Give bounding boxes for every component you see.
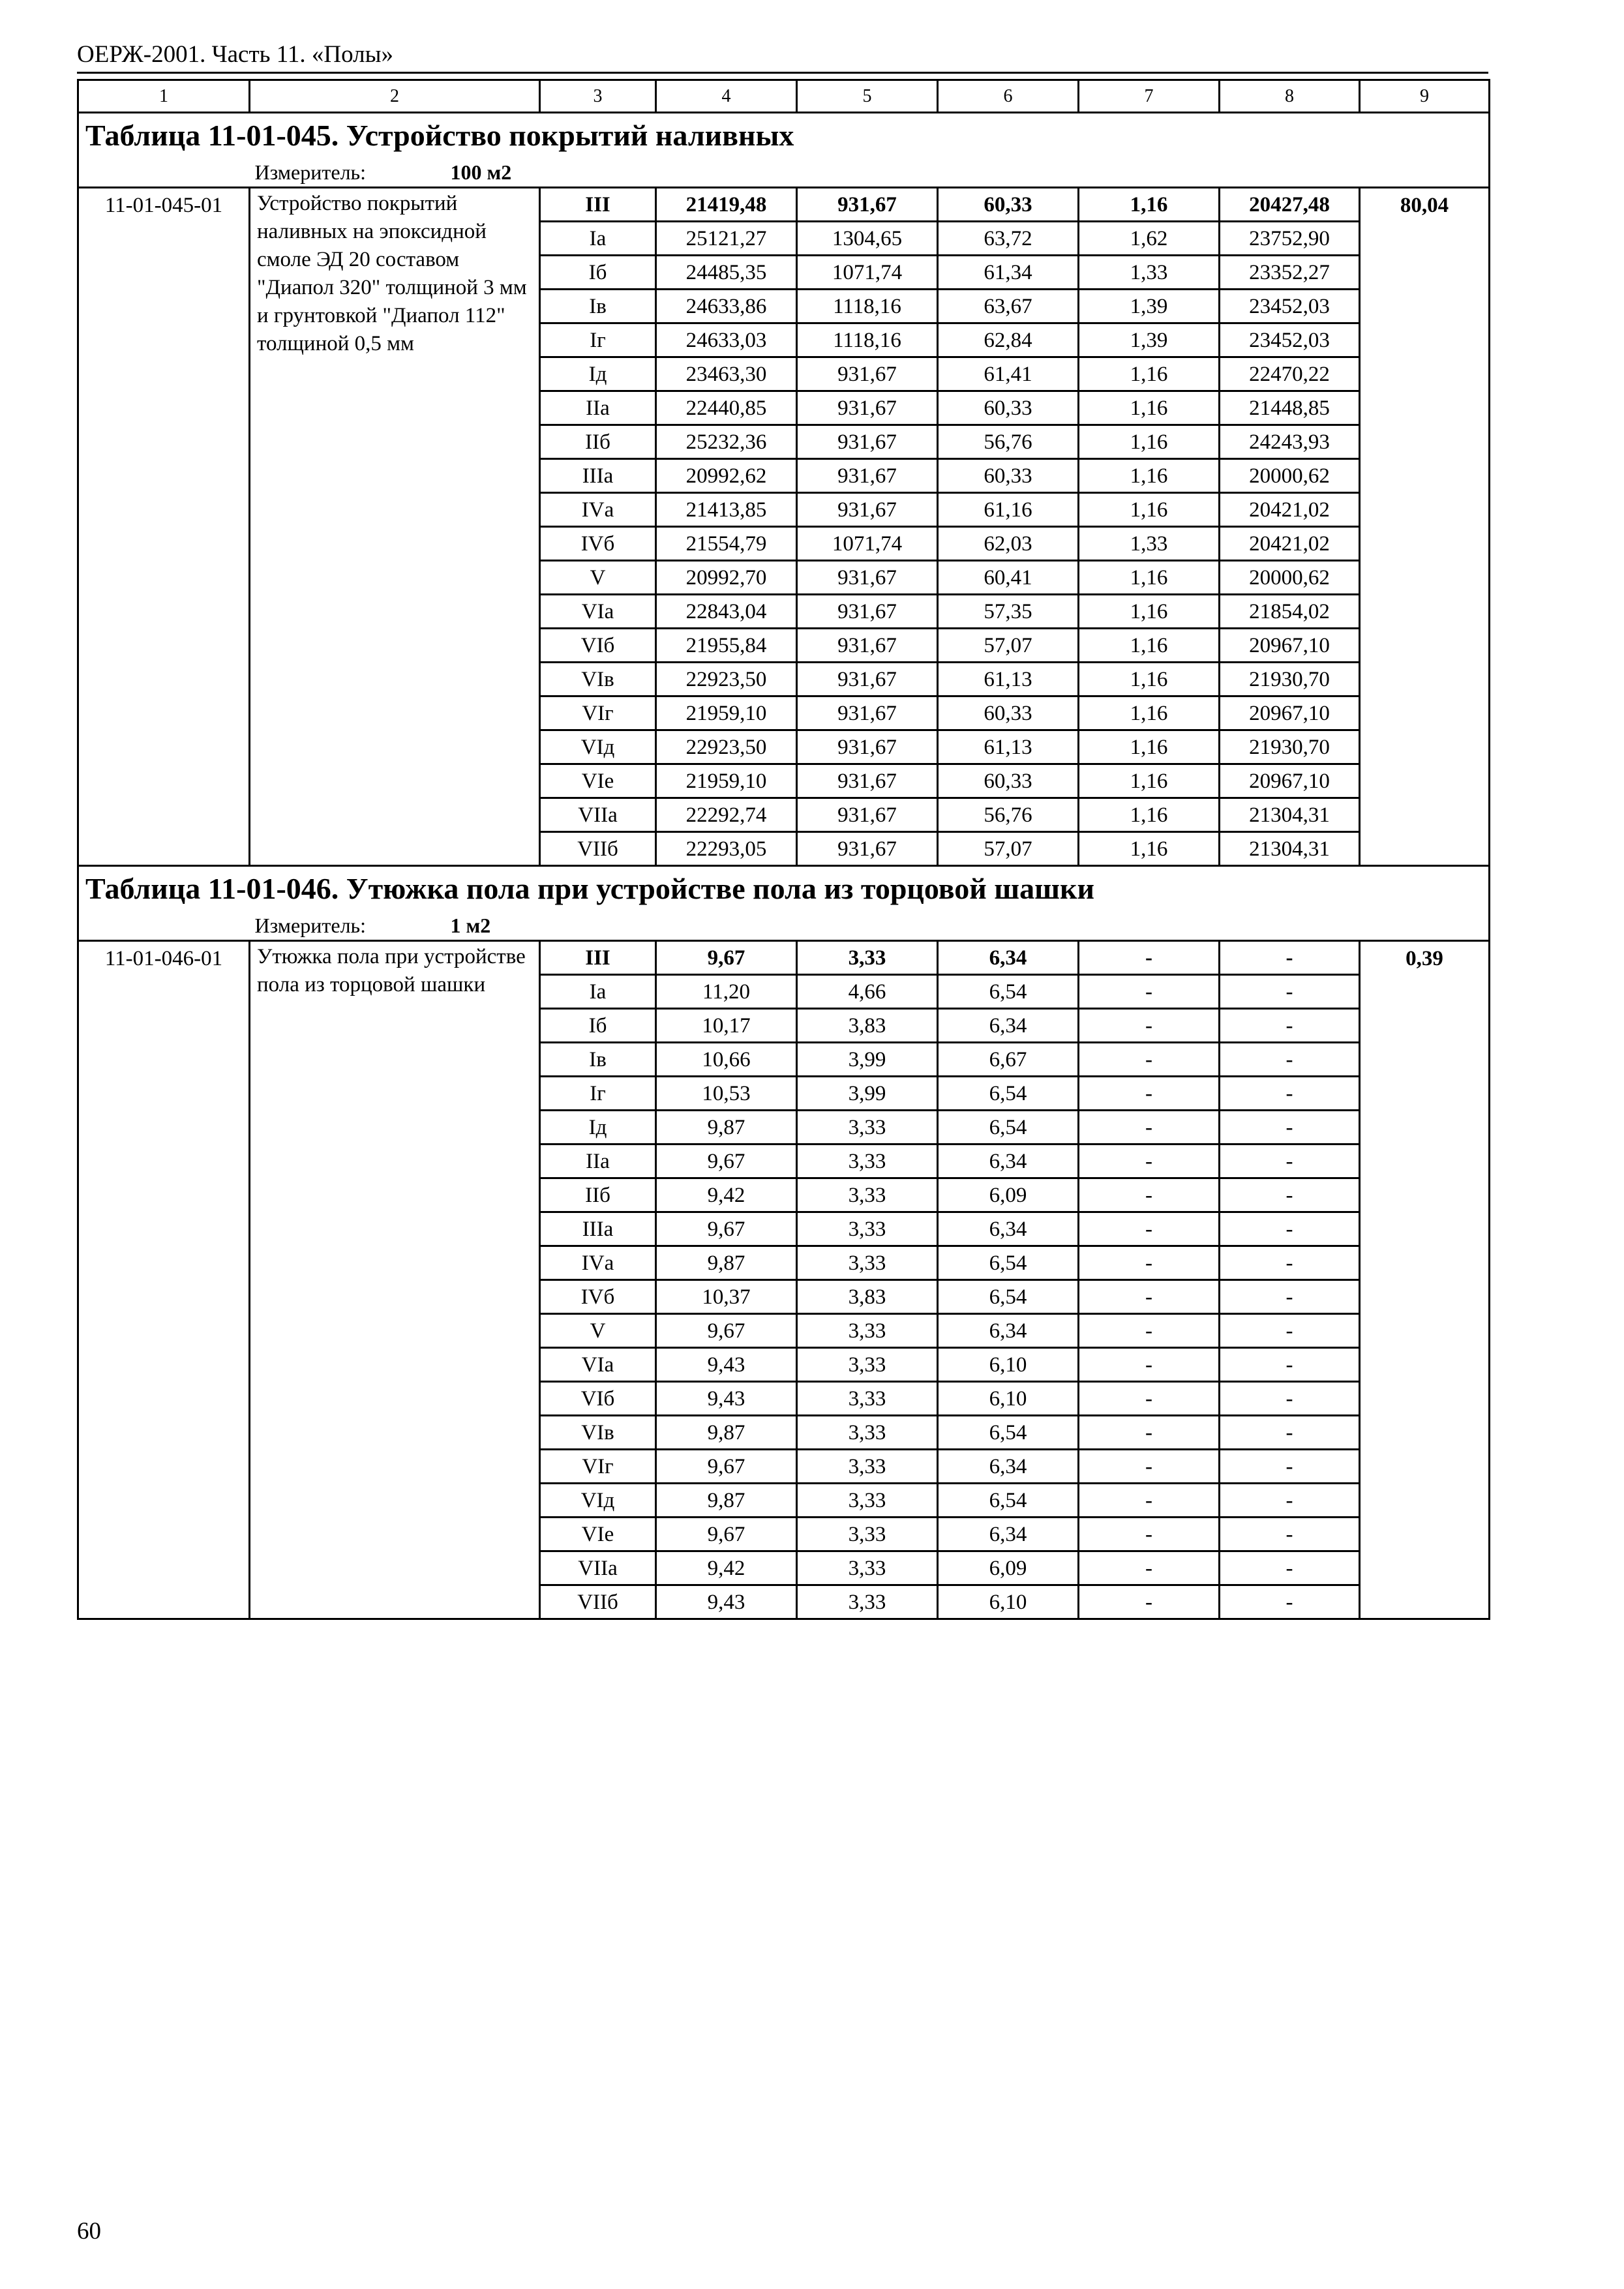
table-cell: 1,16 bbox=[1079, 798, 1220, 832]
table-cell: VIд bbox=[540, 730, 656, 764]
table-cell: IIб bbox=[540, 1178, 656, 1212]
table-cell: 3,33 bbox=[797, 1212, 938, 1246]
table-cell: IIIа bbox=[540, 459, 656, 493]
labor-cost: 80,04 bbox=[1360, 188, 1490, 866]
table-cell: 56,76 bbox=[938, 798, 1079, 832]
table-cell: 9,67 bbox=[656, 941, 797, 975]
table-cell: 60,33 bbox=[938, 188, 1079, 222]
table-cell: Iв bbox=[540, 1043, 656, 1077]
unit-spacer bbox=[78, 158, 250, 188]
rate-description: Утюжка пола при устройстве пола из торцовой шашки bbox=[250, 941, 540, 1619]
table-cell: VIIб bbox=[540, 1585, 656, 1619]
table-cell: 931,67 bbox=[797, 357, 938, 391]
table-cell: 61,13 bbox=[938, 730, 1079, 764]
table-cell: VIв bbox=[540, 663, 656, 696]
table-cell: 20967,10 bbox=[1220, 764, 1360, 798]
table-cell: 10,37 bbox=[656, 1280, 797, 1314]
table-cell: 3,33 bbox=[797, 1382, 938, 1416]
table-cell: 6,34 bbox=[938, 1450, 1079, 1484]
table-cell: 21304,31 bbox=[1220, 798, 1360, 832]
unit-cell bbox=[250, 158, 1490, 188]
table-cell: 931,67 bbox=[797, 561, 938, 595]
rate-description: Устройство покрытий наливных на эпоксидной смоле ЭД 20 составом "Диапол 320" толщиной 3 мм и грунтовкой "Диапол 112" толщиной 0,5 мм bbox=[250, 188, 540, 866]
table-cell: IVа bbox=[540, 1246, 656, 1280]
unit-label: Измеритель: bbox=[254, 160, 367, 184]
table-cell: - bbox=[1220, 1280, 1360, 1314]
table-cell: VIг bbox=[540, 696, 656, 730]
table-cell: 21930,70 bbox=[1220, 730, 1360, 764]
table-cell: 21304,31 bbox=[1220, 832, 1360, 866]
table-cell: IVа bbox=[540, 493, 656, 527]
table-cell: 931,67 bbox=[797, 663, 938, 696]
table-cell: 1118,16 bbox=[797, 323, 938, 357]
table-cell: - bbox=[1220, 1178, 1360, 1212]
table-cell: 9,87 bbox=[656, 1246, 797, 1280]
table-cell: 1,16 bbox=[1079, 629, 1220, 663]
table-cell: - bbox=[1079, 1178, 1220, 1212]
rate-code: 11-01-045-01 bbox=[78, 188, 250, 866]
table-cell: Iа bbox=[540, 222, 656, 256]
table-cell: 6,54 bbox=[938, 975, 1079, 1009]
unit-value: 100 м2 bbox=[450, 160, 512, 184]
table-cell: 61,41 bbox=[938, 357, 1079, 391]
table-cell: VIа bbox=[540, 595, 656, 629]
table-cell: VIа bbox=[540, 1348, 656, 1382]
table-cell: Iб bbox=[540, 256, 656, 290]
table-cell: 21955,84 bbox=[656, 629, 797, 663]
table-cell: 21448,85 bbox=[1220, 391, 1360, 425]
table-cell: 4,66 bbox=[797, 975, 938, 1009]
rate-code: 11-01-046-01 bbox=[78, 941, 250, 1619]
table-row bbox=[78, 941, 1490, 975]
table-cell: 1,16 bbox=[1079, 696, 1220, 730]
table-cell: 62,03 bbox=[938, 527, 1079, 561]
table-cell: 3,33 bbox=[797, 1416, 938, 1450]
column-number: 5 bbox=[797, 80, 938, 113]
table-cell: 63,67 bbox=[938, 290, 1079, 323]
table-cell: 23752,90 bbox=[1220, 222, 1360, 256]
table-cell: 9,43 bbox=[656, 1585, 797, 1619]
table-cell: 931,67 bbox=[797, 425, 938, 459]
table-cell: 3,99 bbox=[797, 1043, 938, 1077]
table-cell: 3,33 bbox=[797, 1314, 938, 1348]
table-cell: VIв bbox=[540, 1416, 656, 1450]
table-cell: IIб bbox=[540, 425, 656, 459]
table-cell: 1,16 bbox=[1079, 832, 1220, 866]
table-cell: 3,33 bbox=[797, 1551, 938, 1585]
column-number: 1 bbox=[78, 80, 250, 113]
table-cell: 3,33 bbox=[797, 1178, 938, 1212]
table-cell: 22293,05 bbox=[656, 832, 797, 866]
table-cell: 20992,62 bbox=[656, 459, 797, 493]
table-cell: 21854,02 bbox=[1220, 595, 1360, 629]
table-cell: - bbox=[1079, 1043, 1220, 1077]
table-cell: - bbox=[1079, 975, 1220, 1009]
table-cell: 931,67 bbox=[797, 798, 938, 832]
table-cell: 1,33 bbox=[1079, 256, 1220, 290]
table-cell: 1,62 bbox=[1079, 222, 1220, 256]
table-cell: 22843,04 bbox=[656, 595, 797, 629]
table-cell: 21959,10 bbox=[656, 764, 797, 798]
column-number: 8 bbox=[1220, 80, 1360, 113]
table-cell: 63,72 bbox=[938, 222, 1079, 256]
table-cell: 931,67 bbox=[797, 188, 938, 222]
table-cell: - bbox=[1220, 1585, 1360, 1619]
table-cell: 6,54 bbox=[938, 1246, 1079, 1280]
rates-table bbox=[77, 79, 1490, 1620]
table-cell: 6,54 bbox=[938, 1416, 1079, 1450]
table-cell: 1,16 bbox=[1079, 561, 1220, 595]
table-cell: 9,67 bbox=[656, 1450, 797, 1484]
running-header: ОЕРЖ-2001. Часть 11. «Полы» bbox=[77, 41, 393, 68]
table-cell: - bbox=[1220, 1450, 1360, 1484]
table-cell: - bbox=[1220, 1212, 1360, 1246]
table-cell: 20967,10 bbox=[1220, 696, 1360, 730]
table-cell: - bbox=[1079, 1382, 1220, 1416]
table-title-row bbox=[78, 866, 1490, 912]
rates-table-container bbox=[77, 79, 1488, 1620]
table-cell: 3,33 bbox=[797, 1450, 938, 1484]
table-cell: 3,33 bbox=[797, 1111, 938, 1144]
unit-label: Измеритель: bbox=[254, 914, 367, 937]
table-cell: 20967,10 bbox=[1220, 629, 1360, 663]
table-cell: IIIа bbox=[540, 1212, 656, 1246]
unit-cell bbox=[250, 911, 1490, 941]
column-number: 4 bbox=[656, 80, 797, 113]
table-cell: - bbox=[1220, 1382, 1360, 1416]
table-cell: 9,67 bbox=[656, 1144, 797, 1178]
table-cell: 931,67 bbox=[797, 391, 938, 425]
table-cell: 23352,27 bbox=[1220, 256, 1360, 290]
table-cell: 931,67 bbox=[797, 832, 938, 866]
table-cell: 3,33 bbox=[797, 1484, 938, 1518]
table-cell: IVб bbox=[540, 527, 656, 561]
table-cell: VIIа bbox=[540, 1551, 656, 1585]
table-cell: 3,83 bbox=[797, 1280, 938, 1314]
table-cell: 1,16 bbox=[1079, 425, 1220, 459]
table-cell: 1,16 bbox=[1079, 663, 1220, 696]
column-number: 3 bbox=[540, 80, 656, 113]
table-cell: 3,33 bbox=[797, 1246, 938, 1280]
table-cell: 1,16 bbox=[1079, 357, 1220, 391]
table-cell: 9,43 bbox=[656, 1382, 797, 1416]
table-cell: 1,16 bbox=[1079, 595, 1220, 629]
table-cell: VIг bbox=[540, 1450, 656, 1484]
table-cell: VIIб bbox=[540, 832, 656, 866]
table-cell: 60,33 bbox=[938, 391, 1079, 425]
table-cell: 6,54 bbox=[938, 1280, 1079, 1314]
table-cell: - bbox=[1079, 1416, 1220, 1450]
table-cell: 1,16 bbox=[1079, 730, 1220, 764]
table-title: Таблица 11-01-045. Устройство покрытий наливных bbox=[78, 113, 1490, 158]
table-cell: Iб bbox=[540, 1009, 656, 1043]
table-cell: 21554,79 bbox=[656, 527, 797, 561]
column-number-row bbox=[78, 80, 1490, 113]
table-cell: - bbox=[1079, 1551, 1220, 1585]
table-cell: 22292,74 bbox=[656, 798, 797, 832]
table-cell: - bbox=[1079, 1348, 1220, 1382]
table-cell: 10,17 bbox=[656, 1009, 797, 1043]
table-cell: 22470,22 bbox=[1220, 357, 1360, 391]
unit-value: 1 м2 bbox=[450, 914, 491, 937]
table-cell: 6,34 bbox=[938, 1314, 1079, 1348]
table-cell: - bbox=[1220, 1348, 1360, 1382]
table-cell: - bbox=[1079, 1314, 1220, 1348]
table-cell: 1304,65 bbox=[797, 222, 938, 256]
table-cell: 57,07 bbox=[938, 629, 1079, 663]
table-cell: 6,54 bbox=[938, 1111, 1079, 1144]
table-cell: 6,34 bbox=[938, 1144, 1079, 1178]
column-number: 9 bbox=[1360, 80, 1490, 113]
table-cell: 24633,86 bbox=[656, 290, 797, 323]
table-cell: - bbox=[1220, 1484, 1360, 1518]
table-cell: 3,33 bbox=[797, 941, 938, 975]
table-cell: 6,34 bbox=[938, 1009, 1079, 1043]
table-cell: 61,16 bbox=[938, 493, 1079, 527]
table-cell: IIа bbox=[540, 1144, 656, 1178]
table-cell: 931,67 bbox=[797, 629, 938, 663]
table-cell: 10,53 bbox=[656, 1077, 797, 1111]
table-cell: - bbox=[1079, 1111, 1220, 1144]
table-cell: 9,87 bbox=[656, 1111, 797, 1144]
table-cell: - bbox=[1079, 1585, 1220, 1619]
table-cell: 1,16 bbox=[1079, 764, 1220, 798]
table-cell: 931,67 bbox=[797, 764, 938, 798]
table-cell: 3,83 bbox=[797, 1009, 938, 1043]
table-cell: 6,09 bbox=[938, 1178, 1079, 1212]
table-cell: 23463,30 bbox=[656, 357, 797, 391]
table-cell: Iг bbox=[540, 1077, 656, 1111]
table-cell: 21930,70 bbox=[1220, 663, 1360, 696]
table-cell: 57,07 bbox=[938, 832, 1079, 866]
table-cell: 3,99 bbox=[797, 1077, 938, 1111]
table-cell: - bbox=[1079, 1450, 1220, 1484]
table-cell: VIе bbox=[540, 1518, 656, 1551]
table-cell: 1,16 bbox=[1079, 493, 1220, 527]
table-cell: - bbox=[1079, 1484, 1220, 1518]
table-cell: - bbox=[1079, 1077, 1220, 1111]
table-cell: 9,67 bbox=[656, 1314, 797, 1348]
table-cell: 25232,36 bbox=[656, 425, 797, 459]
header-rule bbox=[77, 72, 1488, 74]
table-cell: 24485,35 bbox=[656, 256, 797, 290]
table-cell: 9,42 bbox=[656, 1178, 797, 1212]
table-cell: - bbox=[1220, 1246, 1360, 1280]
table-cell: VIIа bbox=[540, 798, 656, 832]
table-cell: 1071,74 bbox=[797, 256, 938, 290]
table-cell: - bbox=[1220, 1314, 1360, 1348]
unit-row bbox=[78, 911, 1490, 941]
table-cell: 21959,10 bbox=[656, 696, 797, 730]
table-cell: 60,33 bbox=[938, 696, 1079, 730]
table-cell: 24633,03 bbox=[656, 323, 797, 357]
unit-spacer bbox=[78, 911, 250, 941]
table-cell: III bbox=[540, 941, 656, 975]
table-cell: 57,35 bbox=[938, 595, 1079, 629]
table-cell: 60,33 bbox=[938, 764, 1079, 798]
table-cell: Iа bbox=[540, 975, 656, 1009]
table-cell: 931,67 bbox=[797, 730, 938, 764]
table-cell: 1,16 bbox=[1079, 459, 1220, 493]
table-cell: 6,54 bbox=[938, 1484, 1079, 1518]
table-cell: 20427,48 bbox=[1220, 188, 1360, 222]
table-cell: 6,09 bbox=[938, 1551, 1079, 1585]
table-cell: 1,39 bbox=[1079, 290, 1220, 323]
table-cell: 23452,03 bbox=[1220, 290, 1360, 323]
table-cell: 1071,74 bbox=[797, 527, 938, 561]
table-cell: - bbox=[1079, 941, 1220, 975]
table-cell: - bbox=[1220, 1551, 1360, 1585]
table-cell: - bbox=[1079, 1212, 1220, 1246]
column-number: 2 bbox=[250, 80, 540, 113]
table-cell: 20000,62 bbox=[1220, 561, 1360, 595]
table-cell: IIа bbox=[540, 391, 656, 425]
table-cell: 6,34 bbox=[938, 941, 1079, 975]
table-cell: VIе bbox=[540, 764, 656, 798]
column-number: 7 bbox=[1079, 80, 1220, 113]
table-cell: - bbox=[1220, 1144, 1360, 1178]
table-cell: 3,33 bbox=[797, 1518, 938, 1551]
table-cell: 3,33 bbox=[797, 1348, 938, 1382]
table-cell: V bbox=[540, 1314, 656, 1348]
table-cell: 10,66 bbox=[656, 1043, 797, 1077]
table-cell: 56,76 bbox=[938, 425, 1079, 459]
table-cell: - bbox=[1220, 1009, 1360, 1043]
table-cell: - bbox=[1220, 1416, 1360, 1450]
table-cell: 61,13 bbox=[938, 663, 1079, 696]
table-cell: 3,33 bbox=[797, 1585, 938, 1619]
table-cell: Iв bbox=[540, 290, 656, 323]
table-cell: - bbox=[1079, 1144, 1220, 1178]
table-cell: - bbox=[1220, 941, 1360, 975]
table-title-row bbox=[78, 113, 1490, 158]
table-cell: 931,67 bbox=[797, 493, 938, 527]
table-row bbox=[78, 188, 1490, 222]
table-cell: VIб bbox=[540, 1382, 656, 1416]
table-cell: 20992,70 bbox=[656, 561, 797, 595]
table-cell: 22923,50 bbox=[656, 730, 797, 764]
table-cell: Iд bbox=[540, 1111, 656, 1144]
table-cell: 1118,16 bbox=[797, 290, 938, 323]
table-cell: 24243,93 bbox=[1220, 425, 1360, 459]
table-cell: 6,10 bbox=[938, 1348, 1079, 1382]
table-cell: - bbox=[1079, 1009, 1220, 1043]
table-cell: - bbox=[1220, 1518, 1360, 1551]
table-cell: V bbox=[540, 561, 656, 595]
table-cell: 11,20 bbox=[656, 975, 797, 1009]
table-cell: - bbox=[1220, 975, 1360, 1009]
table-cell: 6,54 bbox=[938, 1077, 1079, 1111]
table-cell: 61,34 bbox=[938, 256, 1079, 290]
table-cell: 9,43 bbox=[656, 1348, 797, 1382]
table-cell: 22440,85 bbox=[656, 391, 797, 425]
table-cell: 20421,02 bbox=[1220, 527, 1360, 561]
table-cell: 20421,02 bbox=[1220, 493, 1360, 527]
table-cell: 60,33 bbox=[938, 459, 1079, 493]
table-cell: - bbox=[1079, 1518, 1220, 1551]
table-cell: 1,16 bbox=[1079, 188, 1220, 222]
table-cell: 20000,62 bbox=[1220, 459, 1360, 493]
table-cell: - bbox=[1220, 1077, 1360, 1111]
table-cell: 9,67 bbox=[656, 1518, 797, 1551]
table-cell: - bbox=[1079, 1246, 1220, 1280]
table-cell: 60,41 bbox=[938, 561, 1079, 595]
table-cell: VIб bbox=[540, 629, 656, 663]
column-number: 6 bbox=[938, 80, 1079, 113]
table-cell: 62,84 bbox=[938, 323, 1079, 357]
table-cell: VIд bbox=[540, 1484, 656, 1518]
table-cell: 9,87 bbox=[656, 1416, 797, 1450]
table-cell: 6,10 bbox=[938, 1585, 1079, 1619]
table-cell: 6,10 bbox=[938, 1382, 1079, 1416]
page-number: 60 bbox=[77, 2218, 101, 2245]
table-cell: 3,33 bbox=[797, 1144, 938, 1178]
table-cell: Iг bbox=[540, 323, 656, 357]
table-cell: 931,67 bbox=[797, 696, 938, 730]
table-cell: 931,67 bbox=[797, 595, 938, 629]
table-cell: IVб bbox=[540, 1280, 656, 1314]
table-cell: 6,34 bbox=[938, 1212, 1079, 1246]
table-cell: 25121,27 bbox=[656, 222, 797, 256]
table-cell: 9,87 bbox=[656, 1484, 797, 1518]
table-cell: 9,42 bbox=[656, 1551, 797, 1585]
table-cell: 931,67 bbox=[797, 459, 938, 493]
table-cell: - bbox=[1079, 1280, 1220, 1314]
table-cell: 21413,85 bbox=[656, 493, 797, 527]
unit-row bbox=[78, 158, 1490, 188]
table-cell: III bbox=[540, 188, 656, 222]
table-cell: 6,34 bbox=[938, 1518, 1079, 1551]
table-cell: 1,39 bbox=[1079, 323, 1220, 357]
table-cell: 9,67 bbox=[656, 1212, 797, 1246]
table-cell: 21419,48 bbox=[656, 188, 797, 222]
table-title: Таблица 11-01-046. Утюжка пола при устройстве пола из торцовой шашки bbox=[78, 866, 1490, 912]
table-cell: 1,16 bbox=[1079, 391, 1220, 425]
table-cell: 23452,03 bbox=[1220, 323, 1360, 357]
table-cell: - bbox=[1220, 1043, 1360, 1077]
table-cell: Iд bbox=[540, 357, 656, 391]
table-cell: 22923,50 bbox=[656, 663, 797, 696]
labor-cost: 0,39 bbox=[1360, 941, 1490, 1619]
table-cell: - bbox=[1220, 1111, 1360, 1144]
table-cell: 6,67 bbox=[938, 1043, 1079, 1077]
table-cell: 1,33 bbox=[1079, 527, 1220, 561]
